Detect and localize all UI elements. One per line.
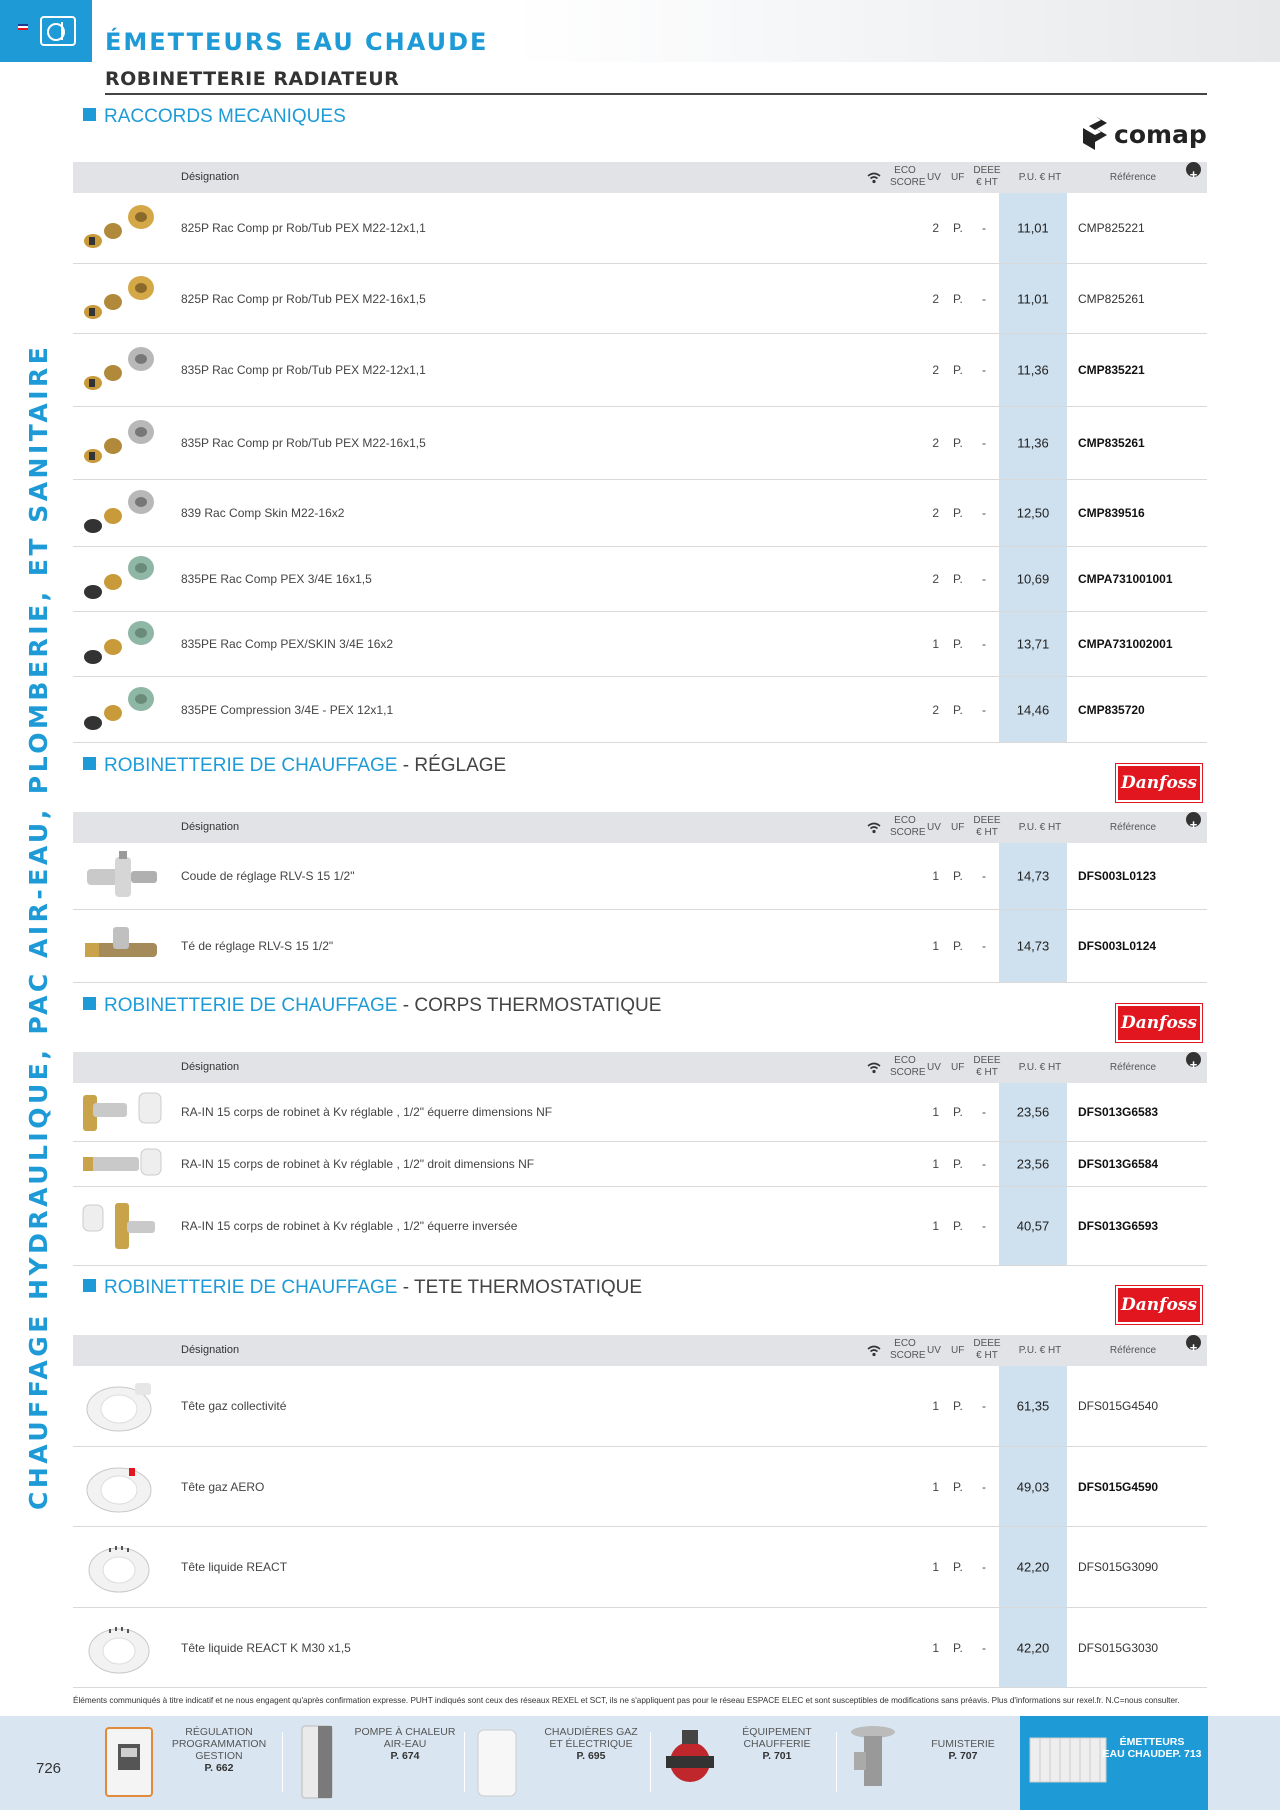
- category-logo-box: [0, 0, 92, 62]
- nav-divider: [464, 1732, 465, 1792]
- thermostatic-valve-body-image: [79, 1085, 163, 1139]
- radiator-product-icon: [1028, 1732, 1108, 1788]
- table-row: RA-IN 15 corps de robinet à Kv réglable , 1/2" droit dimensions NF 1 P. - 23,56 DFS013G6584: [73, 1142, 1207, 1187]
- table-row: Tête liquide REACT K M30 x1,5 1 P. - 42,20 DFS015G3030: [73, 1608, 1207, 1688]
- comap-logo-icon: [1080, 114, 1110, 152]
- brand-logo-danfoss: Danfoss: [1116, 1286, 1202, 1324]
- thermostatic-head-image: [79, 1379, 163, 1433]
- table-row: 839 Rac Comp Skin M22-16x2 2 P. - 12,50 CMP839516: [73, 480, 1207, 547]
- section-marker-icon: [83, 1279, 96, 1292]
- nav-divider: [836, 1732, 837, 1792]
- subtitle-divider: [105, 93, 1207, 95]
- flue-product-icon: [846, 1722, 900, 1800]
- connected-product-icon: [867, 1062, 881, 1074]
- table-row: Coude de réglage RLV-S 15 1/2" 1 P. - 14,73 DFS003L0123: [73, 843, 1207, 910]
- page-title: ÉMETTEURS EAU CHAUDE: [105, 28, 489, 56]
- legal-disclaimer: Éléments communiqués à titre indicatif et ne nous engagent qu'après confirmation expresse. PUHT indiqués sont ceux des réseaux REXEL et SCT, ils ne s'appliquent pas pour le réseau ESPACE ELEC et sont susceptibles de modifications sans préavis. Plus d'informations sur rexel.fr. N.C=nous consulter.: [73, 1696, 1180, 1705]
- compression-fitting-image: [79, 486, 163, 540]
- page-number: 726: [36, 1760, 62, 1777]
- page-subtitle: ROBINETTERIE RADIATEUR: [105, 68, 400, 90]
- circulator-pump-product-icon: [660, 1722, 718, 1800]
- table-header: Désignation ECO SCORE UV UF DEEE € HT P.U. € HT Référence +: [73, 1335, 1207, 1366]
- heat-pump-product-icon: [292, 1722, 344, 1802]
- angle-valve-image: [79, 849, 163, 903]
- brand-logo-danfoss: Danfoss: [1116, 764, 1202, 802]
- section-title-tete-thermostatique: ROBINETTERIE DE CHAUFFAGE - TETE THERMOSTATIQUE: [83, 1277, 642, 1299]
- table-row: RA-IN 15 corps de robinet à Kv réglable , 1/2" équerre dimensions NF 1 P. - 23,56 DFS013G6583: [73, 1083, 1207, 1142]
- compression-fitting-image: [79, 617, 163, 671]
- heating-equipment-icon: [40, 16, 76, 46]
- add-to-cart-icon[interactable]: [1186, 162, 1201, 177]
- table-row: Tête liquide REACT 1 P. - 42,20 DFS015G3090: [73, 1527, 1207, 1608]
- table-row: 835PE Compression 3/4E - PEX 12x1,1 2 P. - 14,46 CMP835720: [73, 677, 1207, 743]
- connected-product-icon: [867, 1345, 881, 1357]
- section-marker-icon: [83, 108, 96, 121]
- add-to-cart-icon[interactable]: [1186, 812, 1201, 827]
- compression-fitting-image: [79, 416, 163, 470]
- thermostatic-head-image: [79, 1540, 163, 1594]
- connected-product-icon: [867, 822, 881, 834]
- compression-fitting-image: [79, 201, 163, 255]
- table-header: Désignation ECO SCORE UV UF DEEE € HT P.U. € HT Référence +: [73, 812, 1207, 843]
- flag-icon: [18, 24, 28, 32]
- section-marker-icon: [83, 997, 96, 1010]
- table-row: RA-IN 15 corps de robinet à Kv réglable , 1/2" équerre inversée 1 P. - 40,57 DFS013G6593: [73, 1187, 1207, 1266]
- boiler-product-icon: [474, 1726, 520, 1800]
- compression-fitting-image: [79, 272, 163, 326]
- table-header: Désignation ECO SCORE UV UF DEEE € HT P.U. € HT Référence +: [73, 162, 1207, 193]
- table-row: Té de réglage RLV-S 15 1/2" 1 P. - 14,73 DFS003L0124: [73, 910, 1207, 983]
- side-category-label: CHAUFFAGE HYDRAULIQUE, PAC AIR-EAU, PLOMBERIE, ET SANITAIRE: [24, 343, 53, 1510]
- table-row: 825P Rac Comp pr Rob/Tub PEX M22-16x1,5 2 P. - 11,01 CMP825261: [73, 264, 1207, 334]
- section-title-reglage: ROBINETTERIE DE CHAUFFAGE - RÉGLAGE: [83, 755, 506, 777]
- straight-valve-image: [79, 919, 163, 973]
- table-row: 825P Rac Comp pr Rob/Tub PEX M22-12x1,1 2 P. - 11,01 CMP825221: [73, 193, 1207, 264]
- section-title-corps-thermostatique: ROBINETTERIE DE CHAUFFAGE - CORPS THERMOSTATIQUE: [83, 995, 661, 1017]
- table-row: 835P Rac Comp pr Rob/Tub PEX M22-16x1,5 2 P. - 11,36 CMP835261: [73, 407, 1207, 480]
- table-row: 835P Rac Comp pr Rob/Tub PEX M22-12x1,1 2 P. - 11,36 CMP835221: [73, 334, 1207, 407]
- section-marker-icon: [83, 757, 96, 770]
- nav-divider: [282, 1732, 283, 1792]
- nav-link-emetteurs-active[interactable]: ÉMETTEURS EAU CHAUDEP. 713: [1020, 1716, 1208, 1810]
- nav-divider: [650, 1732, 651, 1792]
- connected-product-icon: [867, 172, 881, 184]
- table-row: Tête gaz AERO 1 P. - 49,03 DFS015G4590: [73, 1447, 1207, 1527]
- table-row: 835PE Rac Comp PEX/SKIN 3/4E 16x2 1 P. - 13,71 CMPA731002001: [73, 612, 1207, 677]
- thermostatic-valve-body-image: [79, 1137, 163, 1191]
- section-title-raccords: RACCORDS MECANIQUES: [83, 106, 346, 128]
- thermostatic-head-image: [79, 1621, 163, 1675]
- table-row: Tête gaz collectivité 1 P. - 61,35 DFS015G4540: [73, 1366, 1207, 1447]
- thermostatic-head-image: [79, 1460, 163, 1514]
- add-to-cart-icon[interactable]: [1186, 1335, 1201, 1350]
- thermostat-product-icon: [102, 1722, 156, 1802]
- compression-fitting-image: [79, 683, 163, 737]
- thermostatic-valve-body-image: [79, 1199, 163, 1253]
- compression-fitting-image: [79, 552, 163, 606]
- add-to-cart-icon[interactable]: [1186, 1052, 1201, 1067]
- table-header: Désignation ECO SCORE UV UF DEEE € HT P.U. € HT Référence +: [73, 1052, 1207, 1083]
- brand-logo-danfoss: Danfoss: [1116, 1004, 1202, 1042]
- compression-fitting-image: [79, 343, 163, 397]
- table-row: 835PE Rac Comp PEX 3/4E 16x1,5 2 P. - 10,69 CMPA731001001: [73, 547, 1207, 612]
